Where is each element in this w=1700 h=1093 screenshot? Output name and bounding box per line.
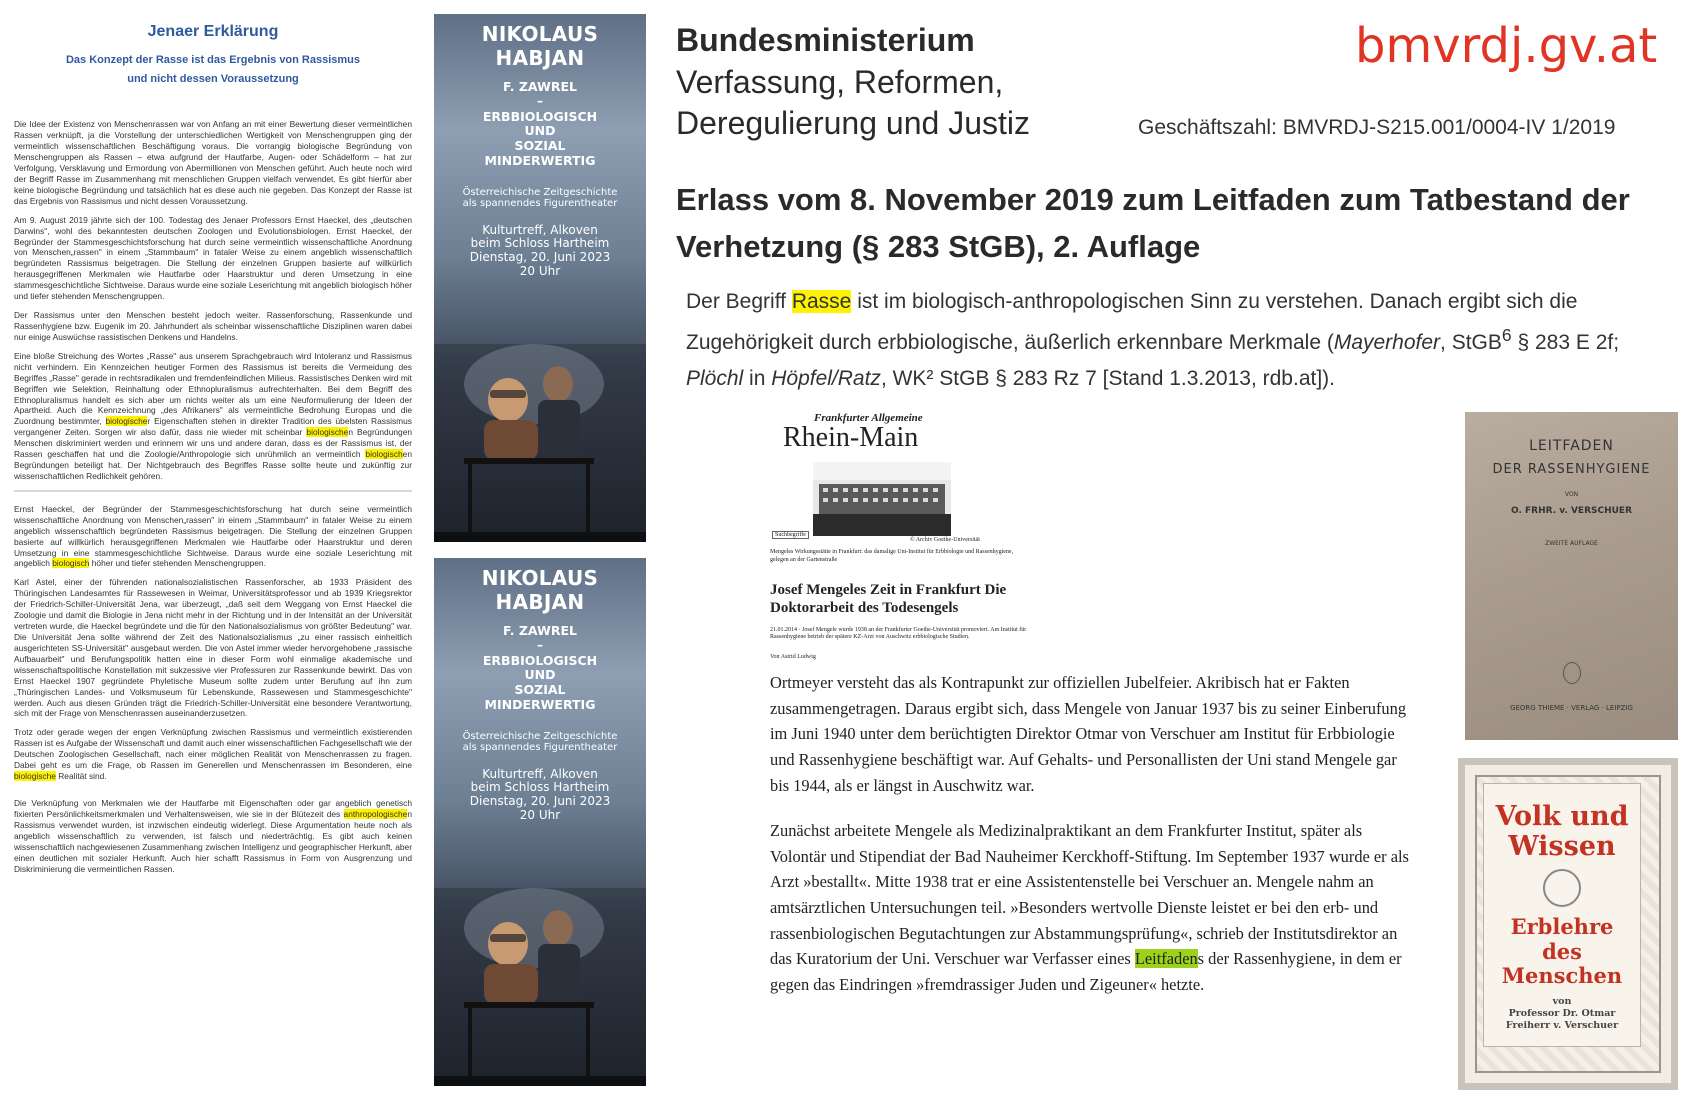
highlight: biologische [105,416,148,427]
decree-title: Erlass vom 8. November 2019 zum Leitfaden zum Tatbestand der Verhetzung (§ 283 StGB), 2. Auflage [676,182,1630,265]
article-headline: Josef Mengeles Zeit in Frankfurt Die Doktorarbeit des Todesengels [770,581,1007,616]
highlight: biologisch [365,449,403,460]
highlight: biologische [306,427,349,438]
article-author: Von Astrid Ludwig [770,654,816,661]
paragraph: Die Idee der Existenz von Menschenrassen war von Anfang an mit einer Bewertung dieser vermeintlichen Rassen verknüpft, ja die Vorstellung der unterschiedlichen Wertigkeit von Menschengruppen ging der vermeintlich wissenschaftlichen Beschäftigung voraus. Die vorrangig biologische Begründung von Menschengruppen als Rassen – etwa aufgrund der Hautfarbe, Augen- oder Schädelform – hat zur Verfolgung, Versklavung und Ermordung von Abermillionen von Menschen geführt. Auch heute noch wird der Begriff Rasse im Zusammenhang mit menschlichen Gruppen vielfach verwendet. Es gibt hierfür aber keine biologische Begründung und tatsächlich hat es diese auch nie gegeben. Das Konzept der Rasse ist das Ergebnis von Rassismus und nicht dessen Voraussetzung. [14,119,412,206]
photo-credit: © Archiv Goethe-Universität [910,537,980,543]
search-tag[interactable]: Suchbegriffe [772,531,809,539]
book-cover-erblehre [1458,758,1678,1090]
ministry-url: bmvrdj.gv.at [1355,18,1658,74]
highlight: anthropologische [343,808,408,819]
publisher-emblem-icon [1563,662,1581,684]
highlight: Rasse [791,290,852,313]
article-teaser: 21.01.2014 · Josef Mengele wurde 1938 an der Frankfurter Goethe-Universität promoviert. Am Institut für Rassenhygiene betrieb der spätere KZ-Arzt von Auschwitz erbbiologische Studien. [770,626,1027,641]
divider [14,490,412,492]
puppeteer-photo [434,888,646,1086]
paragraph: Der Rassismus unter den Menschen besteht jedoch weiter. Rassenforschung, Rassenkunde und Rassenhygiene bzw. Eugenik im 20. Jahrhundert als scheinbar wissenschaftliche Disziplinen waren dabei nur einige Auswüchse rassistischen Denkens und Handelns. [14,310,412,342]
emblem-ring-icon [1543,869,1581,907]
poster-event-info: Kulturtreff, Alkoven beim Schloss Hartheim Dienstag, 20. Juni 2023 20 Uhr [469,766,611,822]
decree-quote: Der Begriff Rasse ist im biologisch-anthropologischen Sinn zu verstehen. Danach ergibt sich die Zugehörigkeit durch erbbiologische, äußerlich erkennbare Merkmale (Mayerhofer, StGB$^6$ § 283 E 2f; Plöchl in Höpfel/Ratz, WK² StGB § 283 Rz 7 [Stand 1.3.2013, rdb.at]). [686,290,1620,391]
institute-photo [813,462,951,536]
poster-performer: NIKOLAUS HABJAN [481,566,599,614]
highlight: biologisch [52,558,90,569]
declaration-subtitle: Das Konzept der Rasse ist das Ergebnis von Rassismus und nicht dessen Voraussetzung [65,53,361,86]
declaration-title: Jenaer Erklärung [147,23,279,40]
paragraph: Ernst Haeckel, der Begründer der Stammesgeschichtsforschung hat durch seine vermeintlich wissenschaftliche Anordnung von Menschen„rassen" in einem „Stammbaum" in fataler Weise zu einem angeblich wissenschaftlich begründeten Rassismus beigetragen. Die Stellung der einzelnen Gruppen basierte auf willkürlich herausgegriffenen Merkmalen wie Hautfarbe oder Haarstruktur und deren Umsetzung in eine stammesgeschichtliche Sichtweise. Daraus wurde eine soziale Leserichtung mit angeblich biologisch höher und tiefer stehenden Menschengruppen. [14,503,412,569]
theater-poster: NIKOLAUS HABJAN F. ZAWREL – ERBBIOLOGISCH UND SOZIAL MINDERWERTIG Österreichische Zeitgeschichte als spannendes Figurentheater Kulturtreff, Alkoven beim Schloss Hartheim Dienstag, 20. Juni 2023 20 Uhr [434,558,646,1086]
faz-section: Rhein-Main [783,422,919,453]
article-body: Ortmeyer versteht das als Kontrapunkt zur offiziellen Jubelfeier. Akribisch hat er Fakten zusammengetragen. Daraus ergibt sich, dass Mengele von Januar 1937 bis zu seiner Einberufung im Juni 1940 unter dem berüchtigten Direktor Otmar von Verschuer am Institut für Erbbiologie und Rassenhygiene beschäftigt war. Auf Gehalts- und Personallisten der Uni stand Mengele gar bis 1944, als er längst in Auschwitz war. Zunächst arbeitete Mengele als Medizinalpraktikant an dem Frankfurter Institut, später als Volontär und Stipendiat der Bad Nauheimer Kerckhoff-Stiftung. Im September 1937 wurde er als Arzt »bestallt«. Mitte 1938 trat er eine Assistentenstelle bei Verschuer an. Mengele nahm an amtsärztlichen Untersuchungen teil. »Besonders wertvolle Dienste leistet er bei den erb- und rassenbiologischen Begutachtungen zur Abstammungsprüfung«, schrieb der Institutsdirektor an das Kuratorium der Uni. Verschuer war Verfasser eines Leitfadens der Rassenhygiene, in dem er gegen das Eindringen »fremdrassiger Juden und Zigeuner« hetzte. [770,673,1409,994]
highlight: Leitfaden [1134,949,1198,969]
reference-number: Geschäftszahl: BMVRDJ-S215.001/0004-IV 1/2019 [1138,116,1616,139]
jena-declaration [14,16,412,1091]
faz-article [770,412,1410,1092]
paragraph: Trotz oder gerade wegen der engen Verknüpfung zwischen Rassismus und vermeintlich existierenden Rassen ist es Aufgabe der Wissenschaft und damit auch einer wissenschaftlichen Fachgesellschaft wie der Deutschen Zoologischen Gesellschaft, nach einer möglichen Realität von Menschenrassen zu fragen. Dabei geht es um die Frage, ob Rassen im Generellen und Menschenrassen im Besonderen, eine biologische Realität sind. [14,727,412,782]
paragraph: Am 9. August 2019 jährte sich der 100. Todestag des Jenaer Professors Ernst Haeckel, des „deutschen Darwins", wohl des bekanntesten deutschen Zoologen und Evolutionsbiologen. Ernst Haeckel, der Begründer der Stammesgeschichtsforschung hat durch seine vermeintlich wissenschaftliche Anordnung von Menschen„rassen" in einem „Stammbaum" in fataler Weise zu einem angeblich wissenschaftlich begründeten Rassismus beigetragen. Die Stellung der einzelnen Gruppen basierte auf willkürlich herausgegriffenen Merkmalen wie Hautfarbe oder Haarstruktur und deren Umsetzung in eine stammesgeschichtliche Sichtweise. Daraus wurde eine soziale Leserichtung mit angeblich biologisch höher und tiefer stehenden Menschengruppen. [14,214,412,302]
paragraph: Die Verknüpfung von Merkmalen wie der Hautfarbe mit Eigenschaften oder gar angeblich genetisch fixierten Persönlichkeitsmerkmalen und Verhaltensweisen, wie sie in der Blütezeit des anthropologischen Rassismus verwendet wurden, ist inzwischen eindeutig widerlegt. Diese Argumentation heute noch als angeblich wissenschaftlich zu verwenden, ist falsch und niederträchtig. Es gibt auch keinen wissenschaftlich nachgewiesenen Zusammenhang zwischen Intelligenz und geographischer Herkunft, aber einen deutlichen mit sozialer Herkunft. Auch hier schafft Rassismus in Form von Ausgrenzung und Diskriminierung die vermeintlichen Rassen. [14,798,412,874]
cover-panel: Volk und Wissen Erblehre des Menschen von Professor Dr. Otmar Freiherr v. Verschuer [1483,783,1641,1047]
poster-title: ERBBIOLOGISCH UND SOZIAL MINDERWERTIG [482,652,598,712]
poster-event-info: Kulturtreff, Alkoven beim Schloss Hartheim Dienstag, 20. Juni 2023 20 Uhr [469,222,611,278]
highlight: biologische [14,771,56,782]
faz-logo: Frankfurter Allgemeine [814,412,923,424]
theater-poster: NIKOLAUS HABJAN F. ZAWREL – ERBBIOLOGISCH UND SOZIAL MINDERWERTIG Österreichische Zeitgeschichte als spannendes Figurentheater Kulturtreff, Alkoven beim Schloss Hartheim Dienstag, 20. Juni 2023 20 Uhr [434,14,646,542]
poster-title: ERBBIOLOGISCH UND SOZIAL MINDERWERTIG [482,108,598,168]
book-cover-leitfaden: LEITFADEN DER RASSENHYGIENE VON O. FRHR. v. VERSCHUER ZWEITE AUFLAGE GEORG THIEME · VERLAG · LEIPZIG [1465,412,1678,740]
paragraph: Eine bloße Streichung des Wortes „Rasse" aus unserem Sprachgebrauch wird Intoleranz und Rassismus nicht verhindern. Ein Kennzeichen heutiger Formen des Rassismus ist bereits die Vermeidung des Begriffes „Rasse" gerade in rechtsradikalen und fremdenfeindlichen Milieus. Rassistisches Denken wird mit Begriffen wie Selektion, Reinhaltung oder Ethnopluralismus aufrechterhalten. Bei dem Begriff des Ethnopluralismus handelt es sich aber um nichts weiter als um eine Neuformulierung der Ideen der Apartheid. Auch die Kennzeichnung „des Afrikaners" als vermeintliche Bedrohung Europas und die Zuordnung bestimmter, biologischer Eigenschaften stehen in direkter Tradition des übelsten Rassismus vergangener Zeiten. Sorgen wir also dafür, dass nie wieder mit scheinbar biologischen Begründungen Menschen diskriminiert werden und erinnern wir uns und andere daran, dass es der Rassismus ist, der Rassen geschaffen hat und die Zoologie/Anthropologie sich unrühmlich an vermeintlich biologischen Begründungen beteiligt hat. Der Nichtgebrauch des Begriffes Rasse sollte heute und zukünftig zur wissenschaftlichen Redlichkeit gehören. [14,350,413,481]
ministry-logo: Bundesministerium Verfassung, Reformen, Deregulierung und Justiz [676,22,1030,142]
photo-caption: Mengeles Wirkungsstätte in Frankfurt: das damalige Uni-Institut für Erbbiologie und Rassenhygiene, gelegen an der Gartenstraße [770,549,1014,563]
puppeteer-photo [434,344,646,542]
poster-performer: NIKOLAUS HABJAN [481,22,599,70]
paragraph: Karl Astel, einer der führenden nationalsozialistischen Rassenforscher, ab 1933 Präsident des Thüringischen Landesamtes für Rassewesen in Weimar, Universitätsprofessor und ab 1939 Kriegsrektor der Friedrich-Schiller-Universität Jena, war überzeugt, „daß seit dem Weggang von Ernst Haeckel die Zoologie und damit die Biologie in Jena nicht mehr in der Richtung und in der Intensität an der Universität vertreten wurde, die Haeckel begründete und die für den Nationalsozialismus von größter Bedeutung" war. Die Universität Jena sollte während der Zeit des Nationalsozialismus „zu einer rassisch einheitlich ausgerichteten SS-Universität" ausgebaut werden. Die von Astel immer wieder hervorgehobene „rassische Aufbauarbeit" und Berufungspolitik hatten eine in dieser Form wohl einmalige akademische und wissenschaftspolitische Konstellation mit sukzessive vier Professuren zur Rassenkunde bewirkt. Das von Ernst Haeckel 1907 gegründete Phyletische Museum sollte zudem unter Berufung auf ihn zum „Thüringischen Landes- und Volksmuseum für Lebenskunde, Rassewesen und Stammesgeschichte" werden. Auch aus diesen Gründen trägt die Friedrich-Schiller-Universität eine besondere Verantwortung, sich mit der Frage von Menschenrassen auseinanderzusetzen. [14,577,412,719]
